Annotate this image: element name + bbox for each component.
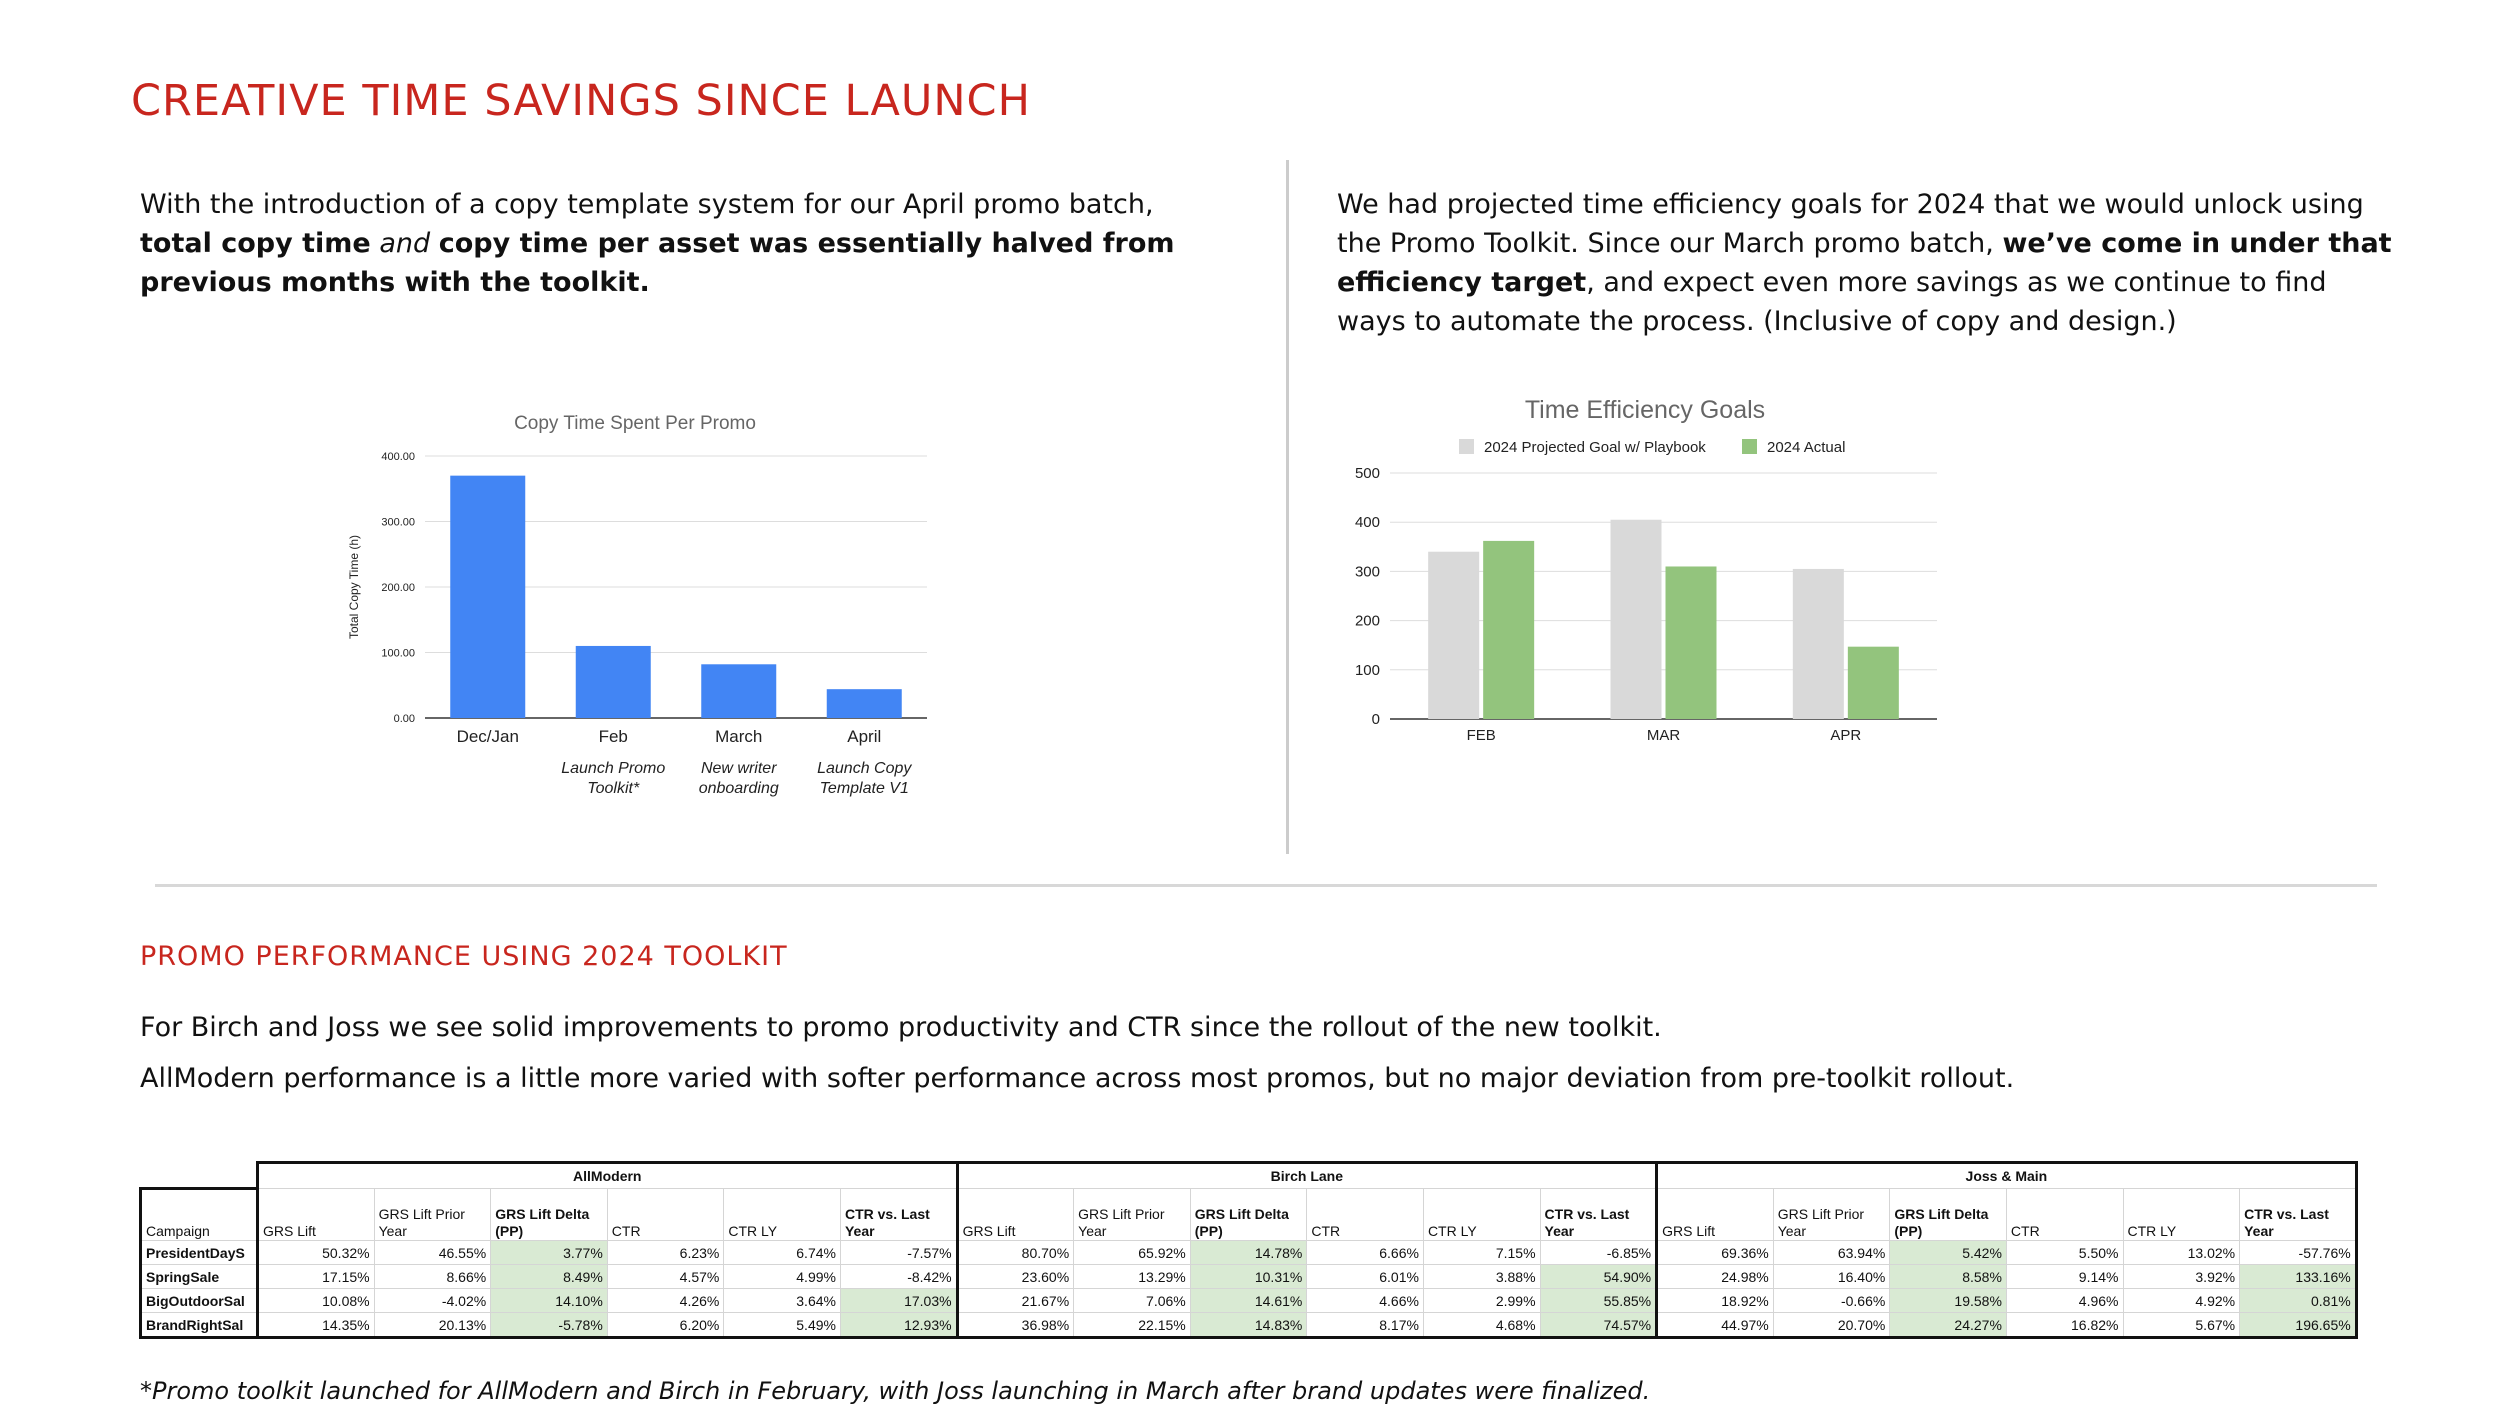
y-tick-label: 300 (1354, 563, 1380, 581)
table-cell: -6.85% (1540, 1241, 1657, 1265)
bar (1793, 569, 1844, 719)
table-cell: 16.82% (2006, 1313, 2123, 1338)
table-cell: 4.92% (2123, 1289, 2240, 1313)
bar (450, 476, 525, 718)
bar (701, 664, 776, 718)
y-tick-label: 300.00 (381, 516, 415, 529)
y-tick-label: 400 (1354, 514, 1380, 532)
x-tick-label: March (715, 727, 763, 746)
table-cell: 21.67% (957, 1289, 1074, 1313)
table-cell: 54.90% (1540, 1265, 1657, 1289)
table-cell: 13.02% (2123, 1241, 2240, 1265)
brand-header: Joss & Main (1657, 1163, 2357, 1189)
table-cell: 0.81% (2240, 1289, 2357, 1313)
column-header: GRS Lift Prior Year (1074, 1189, 1191, 1241)
table-cell: 196.65% (2240, 1313, 2357, 1338)
y-tick-label: 0.00 (393, 713, 415, 725)
table-cell: 44.97% (1657, 1313, 1774, 1338)
bar (827, 689, 902, 718)
y-tick-label: 500 (1354, 465, 1380, 482)
table-cell: 16.40% (1773, 1265, 1890, 1289)
table-cell: 5.67% (2123, 1313, 2240, 1338)
table-row (141, 1265, 2357, 1289)
campaign-cell: SpringSale (141, 1265, 258, 1289)
table-cell: 13.29% (1074, 1265, 1191, 1289)
table-cell: 18.92% (1657, 1289, 1774, 1313)
column-header: CTR LY (2123, 1189, 2240, 1241)
bar (1428, 552, 1479, 719)
bar (1666, 566, 1717, 719)
table-cell: 5.42% (1890, 1241, 2007, 1265)
right-para-bold: we’ve come in under that efficiency target (1337, 228, 2392, 298)
brand-header: Birch Lane (957, 1163, 1657, 1189)
bar (1483, 541, 1534, 719)
table-cell: -4.02% (374, 1289, 491, 1313)
bar (1611, 520, 1662, 719)
table-cell: 6.01% (1307, 1265, 1424, 1289)
legend-swatch (1742, 439, 1757, 454)
summary-line-1: For Birch and Joss we see solid improvements to promo productivity and CTR since the rollout of the new toolkit. (140, 1012, 1662, 1043)
bar-annotation: New writer onboarding (698, 760, 779, 797)
table-cell: -5.78% (491, 1313, 608, 1338)
table-cell: 4.57% (607, 1265, 724, 1289)
table-cell: 14.83% (1190, 1313, 1307, 1338)
column-header: CTR vs. Last Year (840, 1189, 957, 1241)
table-cell: 7.06% (1074, 1289, 1191, 1313)
table-cell: 6.20% (607, 1313, 724, 1338)
chart-title: Copy Time Spent Per Promo (514, 413, 756, 434)
campaign-cell: BigOutdoorSal (141, 1289, 258, 1313)
column-header: GRS Lift Delta (PP) (1890, 1189, 2007, 1241)
y-tick-label: 100.00 (381, 647, 415, 660)
y-tick-label: 400.00 (381, 451, 415, 463)
y-tick-label: 200.00 (381, 582, 415, 594)
table-cell: -0.66% (1773, 1289, 1890, 1313)
table-cell: 9.14% (2006, 1265, 2123, 1289)
table-cell: 74.57% (1540, 1313, 1657, 1338)
column-header: GRS Lift Prior Year (374, 1189, 491, 1241)
table-cell: 24.98% (1657, 1265, 1774, 1289)
vertical-divider (1286, 160, 1289, 854)
table-cell: 4.99% (724, 1265, 841, 1289)
left-para-text: With the introduction of a copy template system for our April promo batch, (140, 189, 1154, 220)
table-cell: 7.15% (1423, 1241, 1540, 1265)
bar (1848, 647, 1899, 719)
table-cell: 8.66% (374, 1265, 491, 1289)
table-cell: 8.17% (1307, 1313, 1424, 1338)
table-cell: 6.66% (1307, 1241, 1424, 1265)
right-para-text-1: We had projected time efficiency goals for 2024 that we would unlock using the Promo Toolkit. Since our March promo batch, (1337, 189, 2364, 259)
section-subtitle: PROMO PERFORMANCE USING 2024 TOOLKIT (140, 941, 788, 972)
table-cell: 10.08% (258, 1289, 375, 1313)
table-cell: 24.27% (1890, 1313, 2007, 1338)
table-cell: 36.98% (957, 1313, 1074, 1338)
column-header: GRS Lift Delta (PP) (1190, 1189, 1307, 1241)
table-cell: 4.68% (1423, 1313, 1540, 1338)
column-header: CTR (607, 1189, 724, 1241)
left-paragraph (140, 185, 1220, 302)
table-cell: 69.36% (1657, 1241, 1774, 1265)
column-header: CTR LY (724, 1189, 841, 1241)
table-cell: -57.76% (2240, 1241, 2357, 1265)
column-header: GRS Lift Delta (PP) (491, 1189, 608, 1241)
table-cell: 23.60% (957, 1265, 1074, 1289)
footnote: *Promo toolkit launched for AllModern and Birch in February, with Joss launching in March after brand updates were finalized. (140, 1377, 1651, 1405)
table-cell: 4.26% (607, 1289, 724, 1313)
table-cell: 50.32% (258, 1241, 375, 1265)
table-cell: 17.15% (258, 1265, 375, 1289)
table-cell: 8.49% (491, 1265, 608, 1289)
brand-header-row (141, 1163, 2357, 1189)
table-cell: 133.16% (2240, 1265, 2357, 1289)
table-cell: 20.13% (374, 1313, 491, 1338)
table-cell: 2.99% (1423, 1289, 1540, 1313)
column-header: GRS Lift Prior Year (1773, 1189, 1890, 1241)
table-cell: 3.88% (1423, 1265, 1540, 1289)
right-paragraph (1337, 185, 2397, 341)
column-header: CTR LY (1423, 1189, 1540, 1241)
y-axis-label: Total Copy Time (h) (347, 534, 361, 640)
table-cell: 6.23% (607, 1241, 724, 1265)
column-header-row (141, 1189, 2357, 1241)
x-tick-label: APR (1830, 727, 1862, 744)
table-cell: 20.70% (1773, 1313, 1890, 1338)
column-header: GRS Lift (957, 1189, 1074, 1241)
column-header: CTR (1307, 1189, 1424, 1241)
table-cell: 3.77% (491, 1241, 608, 1265)
left-para-bold-2: copy time per asset was essentially halved from previous months with the toolkit. (140, 228, 1175, 298)
table-cell: 22.15% (1074, 1313, 1191, 1338)
x-tick-label: Dec/Jan (456, 727, 519, 746)
legend-label: 2024 Projected Goal w/ Playbook (1484, 439, 1706, 456)
blank-cell (141, 1163, 258, 1189)
time-efficiency-chart (1335, 385, 1955, 755)
table-row (141, 1313, 2357, 1338)
page-title: CREATIVE TIME SAVINGS SINCE LAUNCH (131, 76, 1031, 126)
table-cell: 65.92% (1074, 1241, 1191, 1265)
x-tick-label: MAR (1646, 727, 1681, 744)
bar (576, 646, 651, 718)
bar-annotation: Launch Copy Template V1 (817, 760, 912, 797)
campaign-cell: BrandRightSal (141, 1313, 258, 1338)
legend-label: 2024 Actual (1767, 439, 1846, 456)
bar-annotation: Launch Promo Toolkit* (561, 760, 666, 797)
campaign-header: Campaign (141, 1189, 258, 1241)
y-tick-label: 200 (1354, 612, 1380, 630)
y-tick-label: 100 (1354, 661, 1380, 679)
table-cell: 17.03% (840, 1289, 957, 1313)
table-cell: 4.96% (2006, 1289, 2123, 1313)
table-row (141, 1241, 2357, 1265)
table-cell: -8.42% (840, 1265, 957, 1289)
table-cell: 14.35% (258, 1313, 375, 1338)
y-tick-label: 0 (1371, 711, 1380, 728)
table-cell: 80.70% (957, 1241, 1074, 1265)
table-cell: 3.92% (2123, 1265, 2240, 1289)
table-cell: 6.74% (724, 1241, 841, 1265)
table-cell: 19.58% (1890, 1289, 2007, 1313)
table-cell: 8.58% (1890, 1265, 2007, 1289)
table-cell: 55.85% (1540, 1289, 1657, 1313)
table-cell: 4.66% (1307, 1289, 1424, 1313)
table-cell: 14.61% (1190, 1289, 1307, 1313)
table-cell: 5.50% (2006, 1241, 2123, 1265)
summary-line-2: AllModern performance is a little more varied with softer performance across most promos, but no major deviation from pre-toolkit rollout. (140, 1063, 2015, 1094)
campaign-cell: PresidentDayS (141, 1241, 258, 1265)
right-para-text-2: , and expect even more savings as we continue to find ways to automate the process. (Inclusive of copy and design.) (1337, 267, 2327, 337)
legend-swatch (1459, 439, 1474, 454)
table-cell: 14.78% (1190, 1241, 1307, 1265)
copy-time-chart (330, 400, 950, 820)
column-header: GRS Lift (1657, 1189, 1774, 1241)
column-header: CTR (2006, 1189, 2123, 1241)
table-cell: 10.31% (1190, 1265, 1307, 1289)
x-tick-label: April (847, 727, 882, 746)
brand-header: AllModern (258, 1163, 958, 1189)
column-header: GRS Lift (258, 1189, 375, 1241)
table-cell: 14.10% (491, 1289, 608, 1313)
left-para-bold-1: total copy time (140, 228, 371, 259)
table-cell: 5.49% (724, 1313, 841, 1338)
table-cell: 63.94% (1773, 1241, 1890, 1265)
table-cell: 46.55% (374, 1241, 491, 1265)
table-cell: 12.93% (840, 1313, 957, 1338)
horizontal-divider (155, 884, 2377, 887)
x-tick-label: FEB (1466, 727, 1496, 744)
column-header: CTR vs. Last Year (2240, 1189, 2357, 1241)
table-row (141, 1289, 2357, 1313)
table-cell: -7.57% (840, 1241, 957, 1265)
column-header: CTR vs. Last Year (1540, 1189, 1657, 1241)
x-tick-label: Feb (598, 727, 628, 746)
table-cell: 3.64% (724, 1289, 841, 1313)
left-para-italic: and (379, 228, 431, 259)
chart-title: Time Efficiency Goals (1524, 396, 1766, 424)
performance-table (139, 1161, 2358, 1339)
